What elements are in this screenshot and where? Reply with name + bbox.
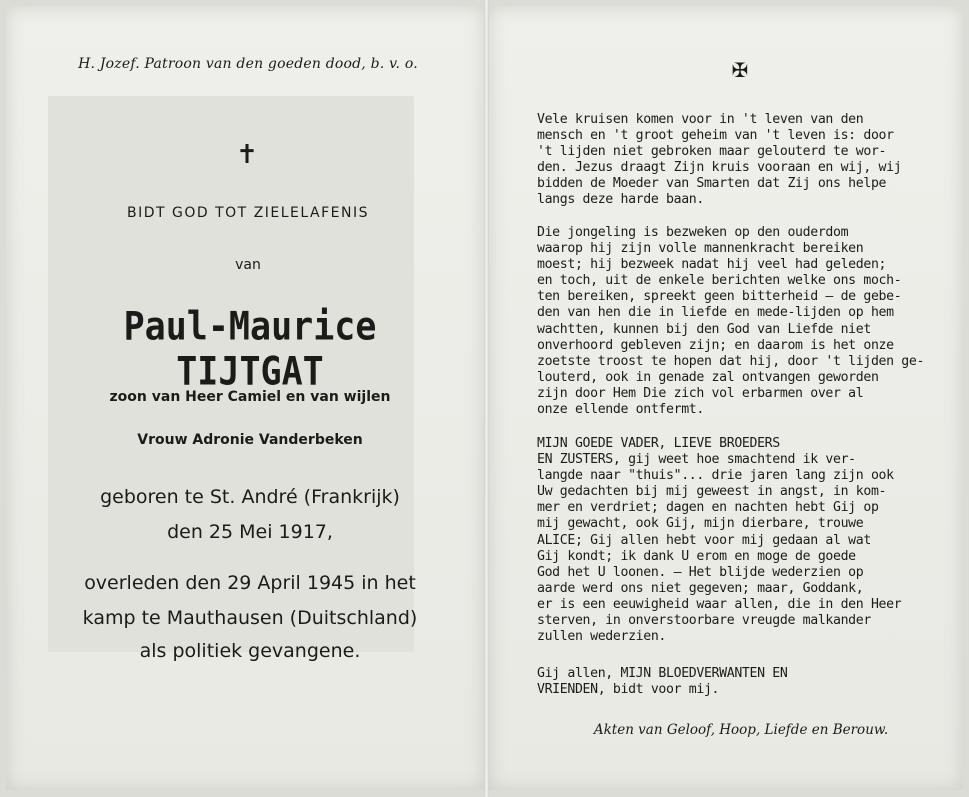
- text-line: onverhoord gebleven zijn; en daarom is het onze: [537, 337, 894, 353]
- text-line: Uw gedachten bij mij geweest in angst, in kom-: [537, 484, 887, 500]
- text-line: zoetste troost te hopen dat hij, door 't lijden ge-: [537, 353, 925, 369]
- deceased-name: Paul-Maurice TIJTGAT: [123, 305, 377, 395]
- text-line: mij gewacht, ook Gij, mijn dierbare, trouwe: [537, 516, 864, 532]
- cross-pattee-icon: ✠: [731, 58, 749, 82]
- text-line: langde naar "thuis"... drie jaren lang zijn ook: [537, 468, 894, 484]
- patron-line: H. Jozef. Patroon van den goeden dood, b. v. o.: [78, 56, 418, 72]
- text-line: zullen wederzien.: [537, 629, 667, 645]
- birth-line-2: den 25 Mei 1917,: [167, 521, 333, 543]
- paragraph-2: [537, 225, 945, 418]
- parents-line-1: zoon van Heer Camiel en van wijlen: [109, 389, 391, 405]
- text-line: Gij kondt; ik dank U erom en moge de goede: [537, 548, 856, 564]
- death-line-3: als politiek gevangene.: [139, 640, 361, 662]
- text-line: louterd, ook in genade zal ontvangen geworden: [537, 369, 879, 385]
- paragraph-3: [537, 436, 945, 645]
- birth-line-1: geboren te St. André (Frankrijk): [100, 486, 400, 508]
- text-line: er is een eeuwigheid waar allen, die in den Heer: [537, 596, 902, 612]
- text-line: aarde werd ons niet gegeven; maar, Goddank,: [537, 580, 864, 596]
- paragraph-4: [537, 666, 945, 698]
- text-line: zijn door Hem Die zich vol erbarmen over al: [537, 385, 864, 401]
- parents-line-2: Vrouw Adronie Vanderbeken: [137, 432, 363, 448]
- text-line: sterven, in onverstoorbare vreugde malkander: [537, 613, 871, 629]
- text-line: moest; hij bezweek nadat hij veel had geleden;: [537, 257, 887, 273]
- death-line-2: kamp te Mauthausen (Duitschland): [82, 607, 418, 629]
- cross-icon: ✝: [236, 140, 258, 170]
- text-line: Die jongeling is bezweken op den ouderdom: [537, 225, 849, 240]
- text-line: Gij allen, MIJN BLOEDVERWANTEN EN: [537, 666, 788, 681]
- text-line: bidden de Moeder van Smarten dat Zij ons helpe: [537, 176, 887, 192]
- text-line: Vele kruisen komen voor in 't leven van den: [537, 112, 864, 127]
- text-line: waarop hij zijn volle mannenkracht bereiken: [537, 241, 864, 257]
- text-line: den. Jezus draagt Zijn kruis vooraan en wij, wij: [537, 160, 902, 176]
- text-line: onze ellende ontfermt.: [537, 402, 704, 418]
- text-line: langs deze harde baan.: [537, 192, 704, 208]
- text-line: MIJN GOEDE VADER, LIEVE BROEDERS: [537, 436, 780, 451]
- text-line: ALICE; Gij allen hebt voor mij gedaan al wat: [537, 532, 871, 548]
- text-line: God het U loonen. — Het blijde wederzien op: [537, 564, 864, 580]
- death-line-1: overleden den 29 April 1945 in het: [84, 572, 416, 594]
- text-line: wachtten, kunnen bij den God van Liefde niet: [537, 321, 871, 337]
- text-line: mer en verdriet; dagen en nachten hebt Gij op: [537, 500, 879, 516]
- text-line: den van hen die in liefde en mede-lijden op hem: [537, 305, 894, 321]
- text-line: en toch, uit de enkele berichten welke ons moch-: [537, 273, 902, 289]
- prayer-heading: BIDT GOD TOT ZIELELAFENIS: [127, 205, 369, 221]
- text-line: mensch en 't groot geheim van 't leven is: door: [537, 128, 894, 144]
- van-text: van: [235, 257, 261, 273]
- text-line: EN ZUSTERS, gij weet hoe smachtend ik ver-: [537, 452, 856, 468]
- text-line: VRIENDEN, bidt voor mij.: [537, 682, 720, 698]
- paragraph-1: [537, 112, 945, 209]
- closing-line: Akten van Geloof, Hoop, Liefde en Berouw.: [593, 722, 889, 738]
- text-line: 't lijden niet gebroken maar gelouterd te wor-: [537, 144, 887, 160]
- text-line: ten bereiken, spreekt geen bitterheid — de gebe-: [537, 289, 902, 305]
